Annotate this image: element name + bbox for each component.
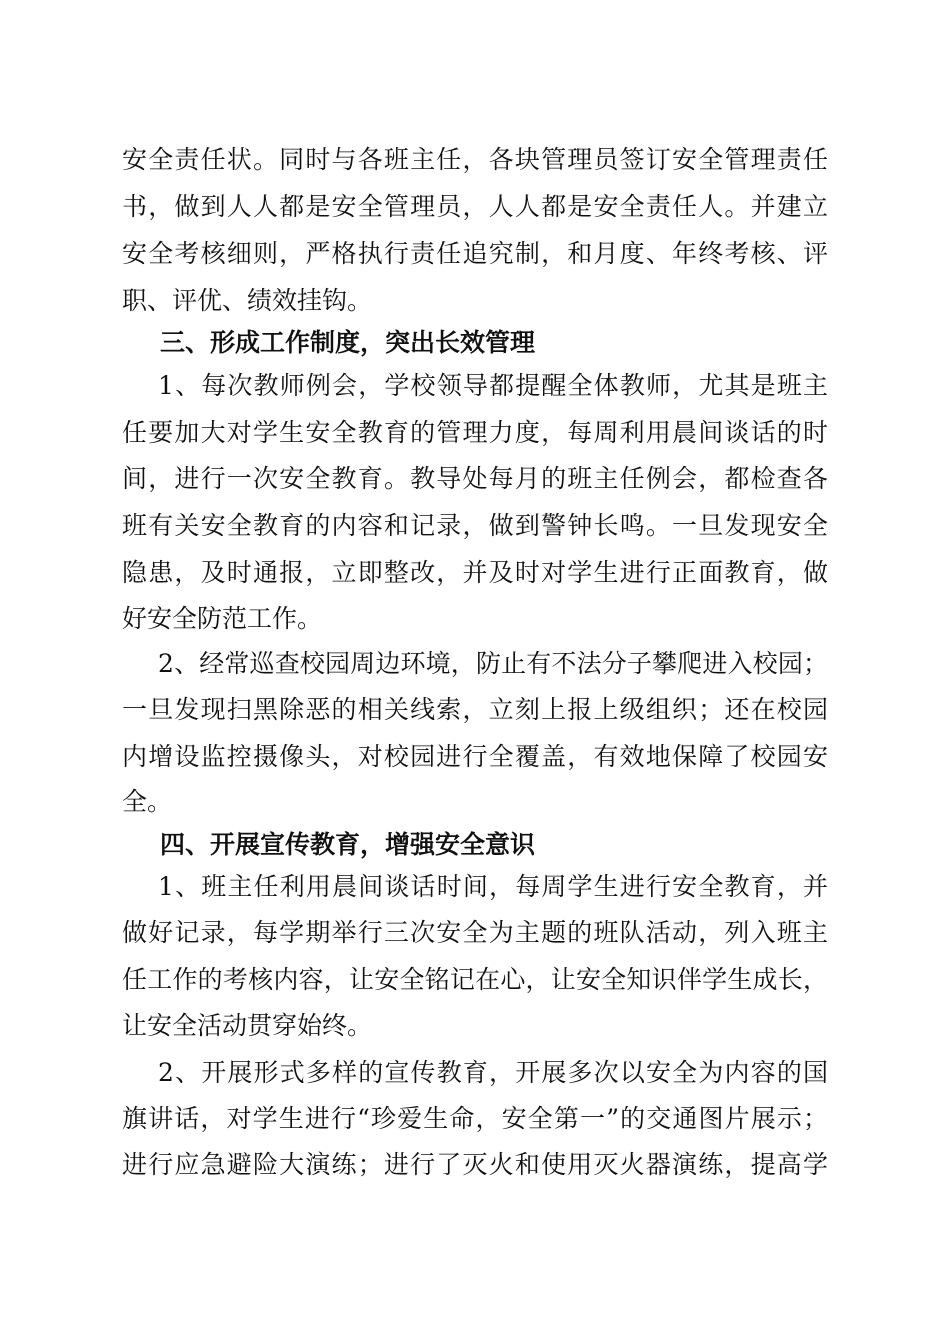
- text-line: 好安全防范工作。: [122, 604, 323, 633]
- text-line: 职、评优、绩效挂钩。: [122, 286, 373, 315]
- text-line: 全。: [122, 787, 173, 816]
- text-line: 书，做到人人都是安全管理员，人人都是安全责任人。并建立: [122, 192, 828, 221]
- text-line: 旗讲话，对学生进行“珍爱生命，安全第一”的交通图片展示；: [122, 1104, 828, 1133]
- text-line: 让安全活动贯穿始终。: [122, 1011, 373, 1040]
- text-line: 一旦发现扫黑除恶的相关线索，立刻上报上级组织；还在校园: [122, 695, 828, 724]
- text-line: 2、经常巡查校园周边环境，防止有不法分子攀爬进入校园；: [158, 649, 828, 678]
- text-line: 内增设监控摄像头，对校园进行全覆盖，有效地保障了校园安: [122, 742, 828, 771]
- text-line: 2、开展形式多样的宣传教育，开展多次以安全为内容的国: [158, 1058, 828, 1087]
- text-line: 隐患，及时通报，立即整改，并及时对学生进行正面教育，做: [122, 558, 828, 587]
- text-line: 1、每次教师例会，学校领导都提醒全体教师，尤其是班主: [158, 371, 828, 400]
- text-line: 进行应急避险大演练；进行了灭火和使用灭火器演练，提高学: [122, 1150, 828, 1179]
- text-line: 安全考核细则，严格执行责任追究制，和月度、年终考核、评: [122, 239, 828, 268]
- text-line: 间，进行一次安全教育。教导处每月的班主任例会，都检查各: [122, 464, 828, 493]
- text-line: 安全责任状。同时与各班主任，各块管理员签订安全管理责任: [122, 145, 828, 174]
- text-line: 任要加大对学生安全教育的管理力度，每周利用晨间谈话的时: [122, 418, 828, 447]
- section-heading: 三、形成工作制度，突出长效管理: [160, 328, 536, 357]
- text-line: 做好记录，每学期举行三次安全为主题的班队活动，列入班主: [122, 918, 828, 947]
- text-line: 班有关安全教育的内容和记录，做到警钟长鸣。一旦发现安全: [122, 511, 828, 540]
- section-heading: 四、开展宣传教育，增强安全意识: [160, 830, 536, 859]
- text-line: 1、班主任利用晨间谈话时间，每周学生进行安全教育，并: [158, 872, 828, 901]
- text-line: 任工作的考核内容，让安全铭记在心，让安全知识伴学生成长，: [122, 965, 828, 994]
